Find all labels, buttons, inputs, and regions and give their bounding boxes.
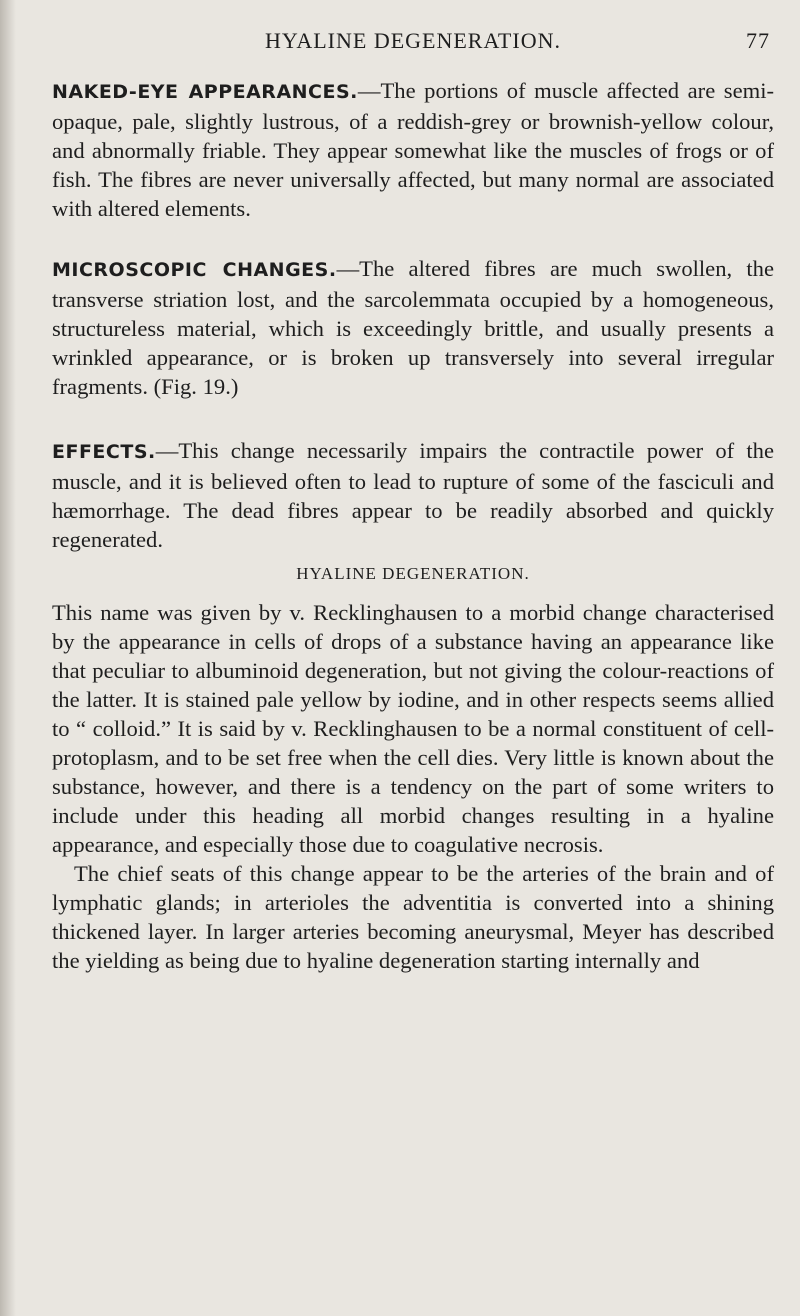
section-text: —The altered fibres are much swollen, the transverse striation lost, and the sarcolemmata occupied by a homogeneous, structureless material, which is exceedingly brittle, and usually presents a wrinkled appearance, or is broken up transversely into several irregular fragments. (Fig. 19.) [52,256,775,399]
body-paragraph: The chief seats of this change appear to be the arteries of the brain and of lymphatic glands; in arterioles the adventitia is converted into a shining thickened layer. In larger arteries becoming aneurysmal, Meyer has described the yielding as being due to hyaline degeneration starting internally and [52,861,774,973]
section-naked-eye [52,76,774,223]
section-title: HYALINE DEGENERATION. [296,564,530,583]
running-head-title: HYALINE DEGENERATION. [265,28,561,53]
section-text: —The portions of muscle affected are semi-opaque, pale, slightly lustrous, of a reddish-grey or brownish-yellow colour, and abnormally friable. They appear somewhat like the muscles of frogs or of fish. The fibres are never universally affected, but many normal are associated with altered elements. [52,78,774,221]
running-head [52,22,774,62]
section-effects [52,436,774,554]
page-number: 77 [746,28,770,53]
section-heading: EFFECTS. [52,441,156,463]
book-page [52,22,774,975]
section-text: —This change necessarily impairs the contractile power of the muscle, and it is believed often to lead to rupture of some of the fasciculi and hæmorrhage. The dead fibres appear to be readily absorbed and quickly regenerated. [52,438,774,552]
body-paragraph: This name was given by v. Recklinghausen to a morbid change characterised by the appearance in cells of drops of a substance having an appearance like that peculiar to albuminoid degeneration, but not giving the colour-reactions of the latter. It is stained pale yellow by iodine, and in other respects seems allied to “ colloid.” It is said by v. Recklinghausen to be a normal constituent of cell-protoplasm, and to be set free when the cell dies. Very little is known about the substance, however, and there is a tendency on the part of some writers to include under this heading all morbid changes resulting in a hyaline appearance, and especially those due to coagulative necrosis. [52,600,774,857]
section-microscopic [52,254,774,401]
section-heading: MICROSCOPIC CHANGES. [52,259,337,281]
section-heading: NAKED-EYE APPEARANCES. [52,81,358,103]
page-edge-shadow [0,0,16,1316]
